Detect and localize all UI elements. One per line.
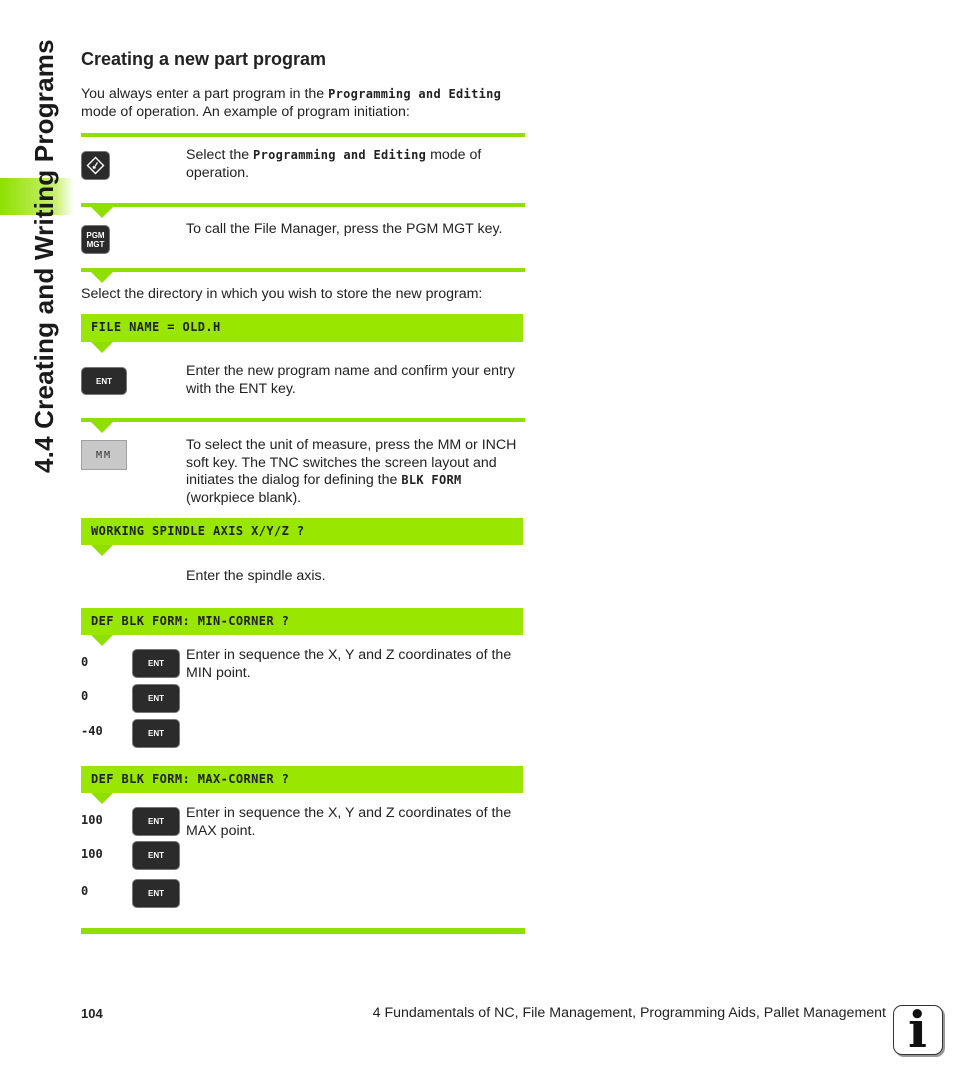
side-title: 4.4 Creating and Writing Programs <box>29 39 59 473</box>
step1-post: mode of <box>426 147 482 163</box>
page-number: 104 <box>81 1006 103 1021</box>
step1-mode: Programming and Editing <box>253 148 427 162</box>
enter-name-line2: with the ENT key. <box>186 380 296 397</box>
dialog-spindle-axis <box>81 518 523 545</box>
side-tab <box>0 0 74 1091</box>
chapter-title: 4 Fundamentals of NC, File Management, Programming Aids, Pallet Management <box>372 1005 886 1021</box>
ent-key[interactable] <box>133 685 179 712</box>
ent-label: ENT <box>148 817 164 826</box>
ent-key[interactable] <box>82 368 126 394</box>
enter-name-line1: Enter the new program name and confirm your entry <box>186 363 515 379</box>
min-line2: MIN point. <box>186 664 251 681</box>
unit-line4: (workpiece blank). <box>186 489 302 506</box>
min-y-value: 0 <box>81 689 89 703</box>
flow-arrow <box>91 272 113 283</box>
step-file-manager-text: To call the File Manager, press the PGM MGT key. <box>186 221 503 237</box>
divider <box>81 203 525 207</box>
divider <box>81 418 525 422</box>
mm-label: MM <box>95 449 113 461</box>
unit-line2: soft key. The TNC switches the screen layout and <box>186 454 497 471</box>
ent-key[interactable] <box>133 842 179 869</box>
step-select-mode-text <box>186 147 526 182</box>
ent-key[interactable] <box>133 880 179 907</box>
ent-key[interactable] <box>133 720 179 747</box>
intro-pre: You always enter a part program in the <box>81 86 329 102</box>
intro-mode: Programming and Editing <box>328 87 502 101</box>
flow-arrow <box>91 793 113 804</box>
dialog-spindle-text: WORKING SPINDLE AXIS X/Y/Z ? <box>91 524 305 538</box>
page-heading: Creating a new part program <box>81 49 327 69</box>
step1-line2: operation. <box>186 164 250 181</box>
spindle-text: Enter the spindle axis. <box>186 568 326 584</box>
divider-end <box>81 928 525 934</box>
dialog-max-corner <box>81 766 523 793</box>
unit-text <box>186 437 531 507</box>
flow-arrow <box>91 545 113 556</box>
flow-arrow <box>91 342 113 353</box>
min-text <box>186 647 526 682</box>
ent-key[interactable] <box>133 650 179 677</box>
info-icon-letter: i <box>908 1000 927 1059</box>
info-icon <box>893 1000 943 1059</box>
min-z-value: -40 <box>81 724 103 738</box>
min-x-value: 0 <box>81 655 89 669</box>
ent-label: ENT <box>148 659 164 668</box>
dialog-max-corner-text: DEF BLK FORM: MAX-CORNER ? <box>91 772 290 786</box>
ent-label: ENT <box>148 729 164 738</box>
programming-mode-key[interactable] <box>82 152 109 179</box>
ent-key[interactable] <box>133 808 179 835</box>
max-line1: Enter in sequence the X, Y and Z coordinates of the <box>186 805 512 821</box>
intro-post: mode of operation. An example of program initiation: <box>81 103 410 120</box>
max-line2: MAX point. <box>186 822 256 839</box>
pgm-label: PGM <box>86 230 105 240</box>
divider <box>81 268 525 272</box>
pgm-mgt-key[interactable] <box>82 226 109 253</box>
flow-arrow <box>91 422 113 433</box>
step1-pre: Select the <box>186 147 254 163</box>
dialog-min-corner-text: DEF BLK FORM: MIN-CORNER ? <box>91 614 290 628</box>
max-z-value: 0 <box>81 884 89 898</box>
max-y-value: 100 <box>81 847 103 861</box>
flow-arrow <box>91 207 113 218</box>
min-line1: Enter in sequence the X, Y and Z coordinates of the <box>186 647 512 663</box>
max-x-value: 100 <box>81 813 103 827</box>
mm-softkey[interactable] <box>81 440 127 470</box>
max-text <box>186 805 526 840</box>
mgt-label: MGT <box>86 239 105 249</box>
unit-blk-form: BLK FORM <box>401 473 462 487</box>
enter-name-text <box>186 363 526 398</box>
dialog-file-name-text: FILE NAME = OLD.H <box>91 320 221 334</box>
ent-label: ENT <box>148 694 164 703</box>
unit-line3: initiates the dialog for defining the <box>186 472 402 488</box>
unit-line1: To select the unit of measure, press the MM or INCH <box>186 437 517 453</box>
programming-mode-icon <box>82 152 109 179</box>
dialog-file-name <box>81 314 523 342</box>
select-directory-text: Select the directory in which you wish to store the new program: <box>81 286 483 302</box>
dialog-min-corner <box>81 608 523 635</box>
flow-arrow <box>91 635 113 646</box>
ent-label: ENT <box>96 376 112 386</box>
divider <box>81 133 525 137</box>
intro-paragraph <box>81 86 531 121</box>
ent-label: ENT <box>148 851 164 860</box>
ent-label: ENT <box>148 889 164 898</box>
